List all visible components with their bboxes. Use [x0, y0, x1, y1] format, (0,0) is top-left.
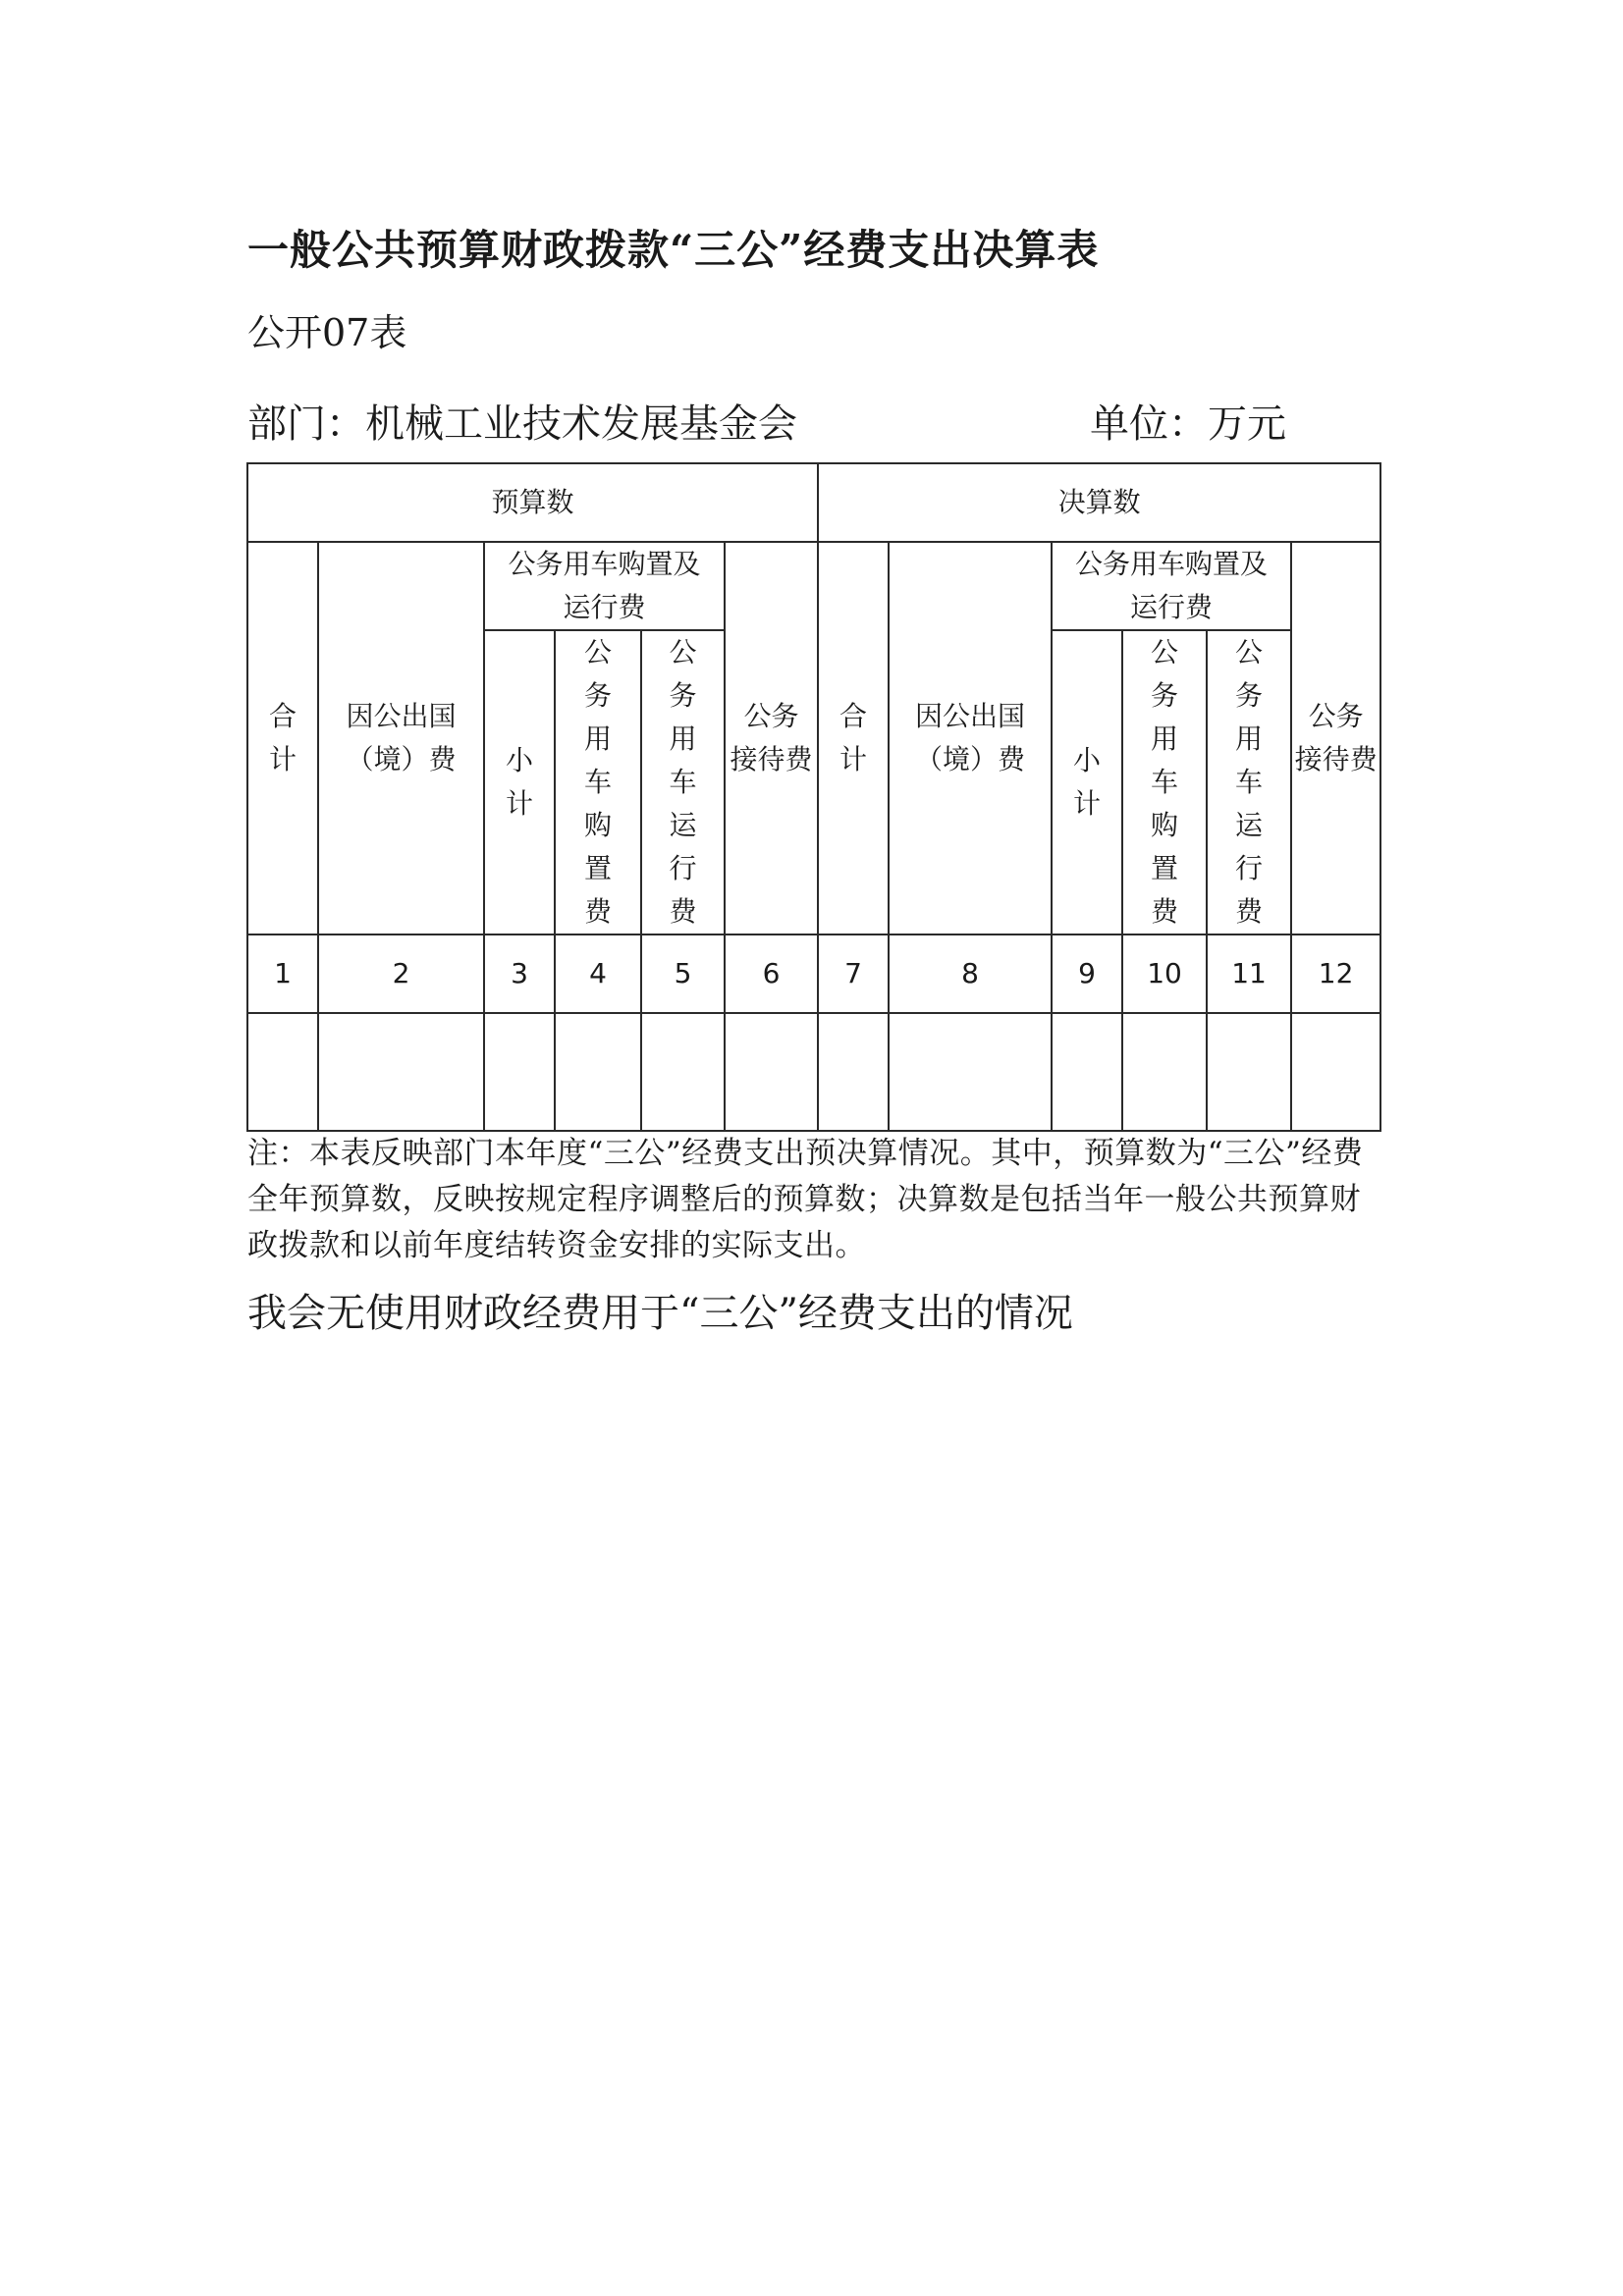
expenditure-table	[246, 462, 1381, 1132]
budget-reception-header	[725, 542, 818, 934]
header-row-1	[247, 542, 1380, 630]
budget-subtotal-label: 小计	[505, 744, 533, 820]
data-cell	[1122, 1013, 1207, 1131]
statement-text: 我会无使用财政经费用于“三公”经费支出的情况	[247, 1291, 1073, 1336]
budget-vehicle-header	[484, 542, 725, 630]
column-number: 7	[818, 934, 889, 1013]
data-cell	[484, 1013, 555, 1131]
budget-abroad-label: 因公出国 （境）费	[346, 700, 457, 775]
data-cell	[725, 1013, 818, 1131]
column-number: 2	[318, 934, 484, 1013]
budget-operation-header	[641, 630, 725, 934]
column-number: 3	[484, 934, 555, 1013]
table-note: 注：本表反映部门本年度“三公”经费支出预决算情况。其中，预算数为“三公”经费全年预算数，反映按规定程序调整后的预算数；决算数是包括当年一般公共预算财政拨款和以前年度结转资金安排的实际支出。	[247, 1136, 1364, 1263]
final-abroad-header	[889, 542, 1052, 934]
data-cell	[641, 1013, 725, 1131]
final-purchase-header	[1122, 630, 1207, 934]
final-total-label: 合计	[839, 700, 868, 775]
data-cell	[1291, 1013, 1380, 1131]
form-number: 公开07表	[247, 311, 407, 354]
data-cell	[1207, 1013, 1291, 1131]
final-reception-header	[1291, 542, 1380, 934]
document-title: 一般公共预算财政拨款“三公”经费支出决算表	[247, 226, 1100, 274]
budget-total-label: 合计	[268, 700, 297, 775]
final-purchase-label: 公务用车购置费	[1151, 636, 1179, 928]
final-subtotal-label: 小计	[1073, 744, 1102, 820]
column-number-row	[247, 934, 1380, 1013]
budget-reception-label: 公务 接待费	[730, 700, 813, 775]
budget-purchase-header	[555, 630, 641, 934]
data-cell	[555, 1013, 641, 1131]
column-number: 8	[889, 934, 1052, 1013]
data-cell	[818, 1013, 889, 1131]
budget-operation-label: 公务用车运行费	[669, 636, 697, 928]
data-cell	[247, 1013, 318, 1131]
budget-vehicle-label: 公务用车购置及 运行费	[508, 548, 701, 623]
data-cell	[318, 1013, 484, 1131]
final-operation-header	[1207, 630, 1291, 934]
column-number: 4	[555, 934, 641, 1013]
final-vehicle-header	[1052, 542, 1291, 630]
column-number: 9	[1052, 934, 1122, 1013]
column-number: 11	[1207, 934, 1291, 1013]
department-label: 部门：机械工业技术发展基金会	[247, 401, 797, 447]
meta-line	[247, 393, 1308, 449]
group-header-row	[247, 463, 1380, 542]
budget-purchase-label: 公务用车购置费	[583, 636, 612, 928]
budget-abroad-header	[318, 542, 484, 934]
column-number: 6	[725, 934, 818, 1013]
final-subtotal-header	[1052, 630, 1122, 934]
final-total-header	[818, 542, 889, 934]
unit-label: 单位：万元	[1090, 401, 1286, 447]
budget-subtotal-header	[484, 630, 555, 934]
budget-group-header: 预算数	[247, 463, 818, 542]
column-number: 12	[1291, 934, 1380, 1013]
final-group-header: 决算数	[818, 463, 1380, 542]
column-number: 5	[641, 934, 725, 1013]
data-row	[247, 1013, 1380, 1131]
final-reception-label: 公务 接待费	[1294, 700, 1378, 775]
final-abroad-label: 因公出国 （境）费	[915, 700, 1026, 775]
column-number: 10	[1122, 934, 1207, 1013]
final-vehicle-label: 公务用车购置及 运行费	[1075, 548, 1269, 623]
data-cell	[1052, 1013, 1122, 1131]
budget-total-header	[247, 542, 318, 934]
column-number: 1	[247, 934, 318, 1013]
final-operation-label: 公务用车运行费	[1235, 636, 1264, 928]
data-cell	[889, 1013, 1052, 1131]
